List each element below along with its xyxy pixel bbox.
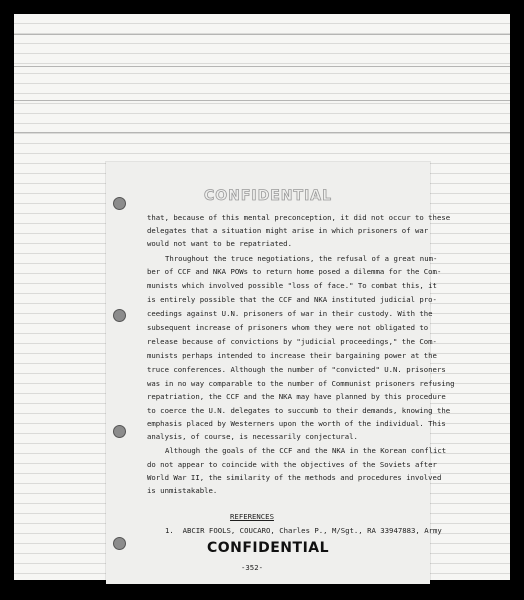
body-line: ceedings against U.N. prisoners of war in their custody. With the	[147, 309, 433, 318]
scan-line	[14, 66, 510, 67]
body-line: Although the goals of the CCF and the NKA in the Korean conflict	[165, 446, 447, 455]
body-line: to coerce the U.N. delegates to succumb to their demands, knowing the	[147, 406, 451, 415]
scan-line	[14, 132, 510, 133]
reference-entry: 1. ABCIR FOOLS, COUCARO, Charles P., M/Sgt., RA 33947883, Army	[165, 526, 442, 535]
body-line: emphasis placed by Westerners upon the worth of the individual. This	[147, 419, 446, 428]
body-line: munists perhaps intended to increase their bargaining power at the	[147, 351, 437, 360]
body-line: is entirely possible that the CCF and NKA instituted judicial pro-	[147, 295, 437, 304]
body-line: was in no way comparable to the number of Communist prisoners refusing	[147, 379, 455, 388]
body-line: repatriation, the CCF and the NKA may have planned by this procedure	[147, 392, 446, 401]
confidential-stamp-bottom: CONFIDENTIAL	[206, 540, 330, 556]
body-line: World War II, the similarity of the methods and procedures involved	[147, 473, 442, 482]
body-line: Throughout the truce negotiations, the refusal of a great num-	[165, 254, 438, 263]
body-line: release because of convictions by "judicial proceedings," the Com-	[147, 337, 437, 346]
body-line: that, because of this mental preconception, it did not occur to these	[147, 213, 451, 222]
scan-line	[14, 34, 510, 35]
body-line: ber of CCF and NKA POWs to return home posed a dilemma for the Com-	[147, 267, 442, 276]
body-line: munists which involved possible "loss of face." To combat this, it	[147, 281, 437, 290]
body-line: do not appear to coincide with the objectives of the Soviets after	[147, 460, 437, 469]
body-line: truce conferences. Although the number of "convicted" U.N. prisoners	[147, 365, 446, 374]
body-line: would not want to be repatriated.	[147, 239, 292, 248]
references-heading: REFERENCES	[230, 512, 274, 521]
page-number: -352-	[241, 563, 263, 572]
punch-hole	[113, 309, 126, 322]
confidential-stamp-top: CONFIDENTIAL	[203, 188, 333, 204]
scan-line	[14, 100, 510, 101]
body-line: delegates that a situation might arise in which prisoners of war	[147, 226, 429, 235]
body-line: subsequent increase of prisoners whom they were not obligated to	[147, 323, 429, 332]
body-line: is unmistakable.	[147, 486, 218, 495]
punch-hole	[113, 425, 126, 438]
body-line: analysis, of course, is necessarily conjectural.	[147, 432, 358, 441]
